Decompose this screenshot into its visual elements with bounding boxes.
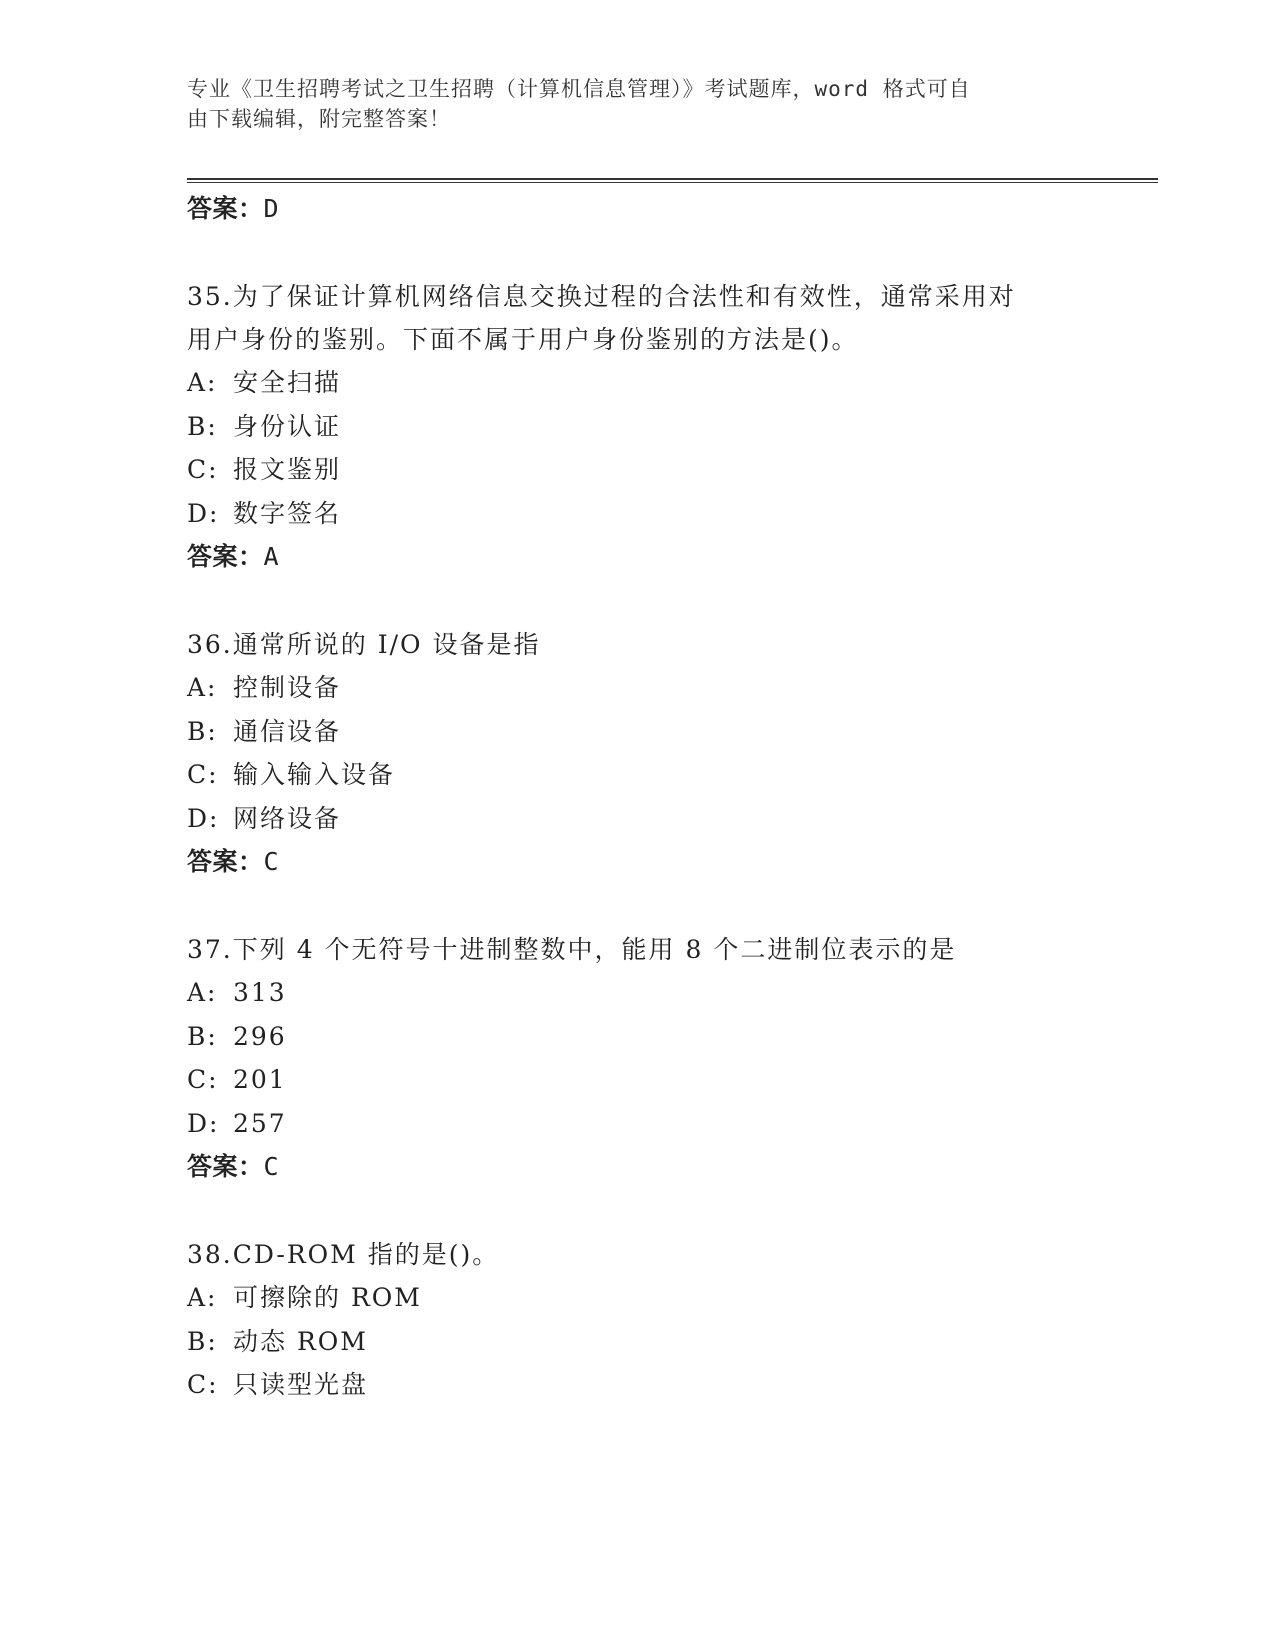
- question-35-option-d: [187, 497, 341, 531]
- answer-label: 答案：: [187, 1152, 264, 1181]
- question-38-option-c: [187, 1368, 368, 1402]
- answer-value: C: [263, 1152, 280, 1181]
- question-37-option-c: [187, 1063, 287, 1097]
- option-text: 只读型光盘: [233, 1370, 369, 1399]
- question-35-option-b: [187, 410, 341, 444]
- question-35-answer: [187, 540, 279, 574]
- option-key: D:: [187, 1109, 220, 1138]
- question-36-option-a: [187, 671, 341, 705]
- header-line-1: 专业《卫生招聘考试之卫生招聘（计算机信息管理）》考试题库，word 格式可自: [187, 77, 971, 101]
- option-text: 身份认证: [233, 412, 342, 441]
- question-38-option-a: [187, 1281, 422, 1315]
- option-key: C:: [187, 1065, 219, 1094]
- answer-label: 答案：: [187, 847, 264, 876]
- question-38-option-b: [187, 1325, 368, 1359]
- option-key: D:: [187, 804, 220, 833]
- option-key: B:: [187, 412, 218, 441]
- option-key: A:: [187, 1283, 218, 1312]
- question-36-option-d: [187, 802, 341, 836]
- question-36-option-b: [187, 715, 341, 749]
- option-key: C:: [187, 1370, 219, 1399]
- option-text: 报文鉴别: [233, 455, 342, 484]
- answer-label: 答案：: [187, 194, 264, 223]
- option-text: 201: [233, 1065, 287, 1094]
- option-key: A:: [187, 978, 218, 1007]
- option-text: 网络设备: [233, 804, 342, 833]
- option-key: C:: [187, 455, 219, 484]
- option-text: 动态 ROM: [233, 1327, 368, 1356]
- option-text: 控制设备: [233, 673, 342, 702]
- document-header: [187, 74, 1067, 134]
- question-38-stem: 38.CD-ROM 指的是()。: [187, 1240, 500, 1269]
- option-text: 313: [233, 978, 287, 1007]
- question-37-answer: [187, 1150, 279, 1184]
- answer-value: D: [263, 194, 280, 223]
- option-key: B:: [187, 1022, 218, 1051]
- option-text: 数字签名: [233, 499, 342, 528]
- question-35-option-c: [187, 453, 341, 487]
- answer-value: C: [263, 847, 280, 876]
- option-text: 296: [233, 1022, 287, 1051]
- question-37-stem: 37.下列 4 个无符号十进制整数中，能用 8 个二进制位表示的是: [187, 935, 957, 964]
- question-35-stem-line-2: 用户身份的鉴别。下面不属于用户身份鉴别的方法是()。: [187, 325, 859, 354]
- option-text: 可擦除的 ROM: [233, 1283, 422, 1312]
- question-35-stem-line-1: 35.为了保证计算机网络信息交换过程的合法性和有效性，通常采用对: [187, 282, 1016, 311]
- option-text: 257: [233, 1109, 287, 1138]
- header-line-2: 由下载编辑，附完整答案！: [187, 107, 451, 131]
- answer-value: A: [263, 542, 280, 571]
- option-text: 安全扫描: [233, 368, 342, 397]
- option-key: D:: [187, 499, 220, 528]
- option-text: 输入输入设备: [233, 760, 396, 789]
- question-36-option-c: [187, 758, 395, 792]
- option-key: A:: [187, 368, 218, 397]
- question-35-option-a: [187, 366, 341, 400]
- answer-label: 答案：: [187, 542, 264, 571]
- option-key: B:: [187, 717, 218, 746]
- question-37-option-b: [187, 1020, 287, 1054]
- question-37-option-d: [187, 1107, 287, 1141]
- header-divider: [187, 178, 1158, 183]
- answer-line-prev: [187, 192, 279, 226]
- question-36-answer: [187, 845, 279, 879]
- option-key: B:: [187, 1327, 218, 1356]
- option-key: C:: [187, 760, 219, 789]
- question-36-stem: 36.通常所说的 I/O 设备是指: [187, 630, 541, 659]
- option-key: A:: [187, 673, 218, 702]
- option-text: 通信设备: [233, 717, 342, 746]
- question-37-option-a: [187, 976, 287, 1010]
